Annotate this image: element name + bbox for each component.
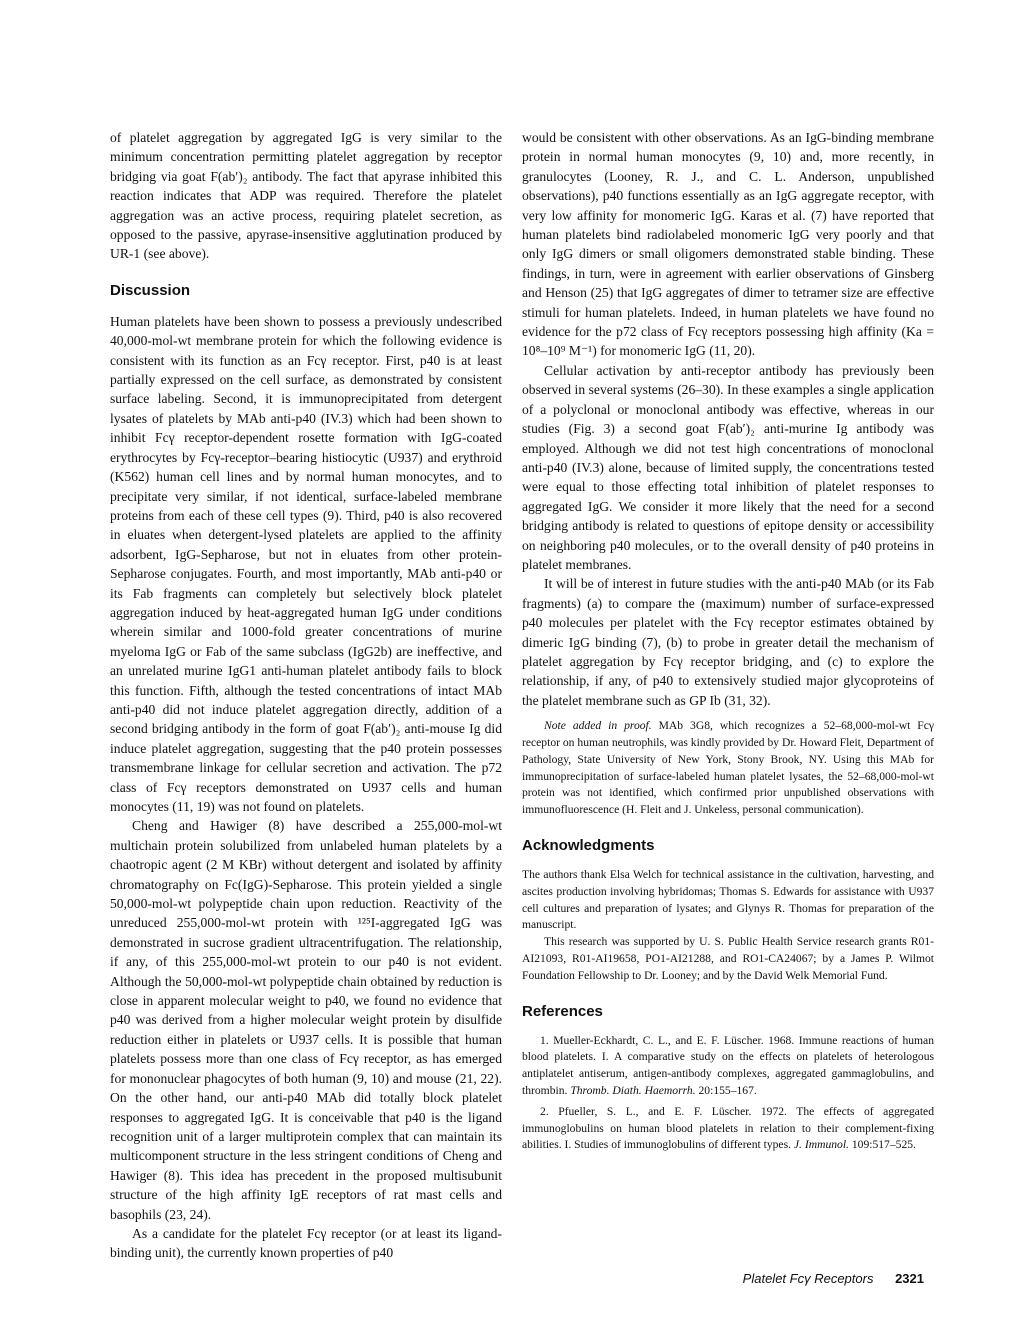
paragraph: Human platelets have been shown to possess a previously undescribed 40,000-mol-wt membrane protein for which the following evidence is consistent with its function as an Fcγ receptor. First, p40 is at least partially expressed on the cell surface, as demonstrated by consistent surface labeling. Second, it is immunoprecipitated from detergent lysates of platelets by MAb anti-p40 (IV.3) which had been shown to inhibit Fcγ receptor-dependent rosette formation with IgG-coated erythrocytes by Fcγ-receptor–bearing histiocytic (U937) and erythroid (K562) human cell lines and by normal human monocytes, and to precipitate very similar, if not identical, surface-labeled membrane proteins from each of these cell types (9). Third, p40 is also recovered in eluates when detergent-lysed platelets are applied to the affinity adsorbent, IgG-Sepharose, but not in eluates from other protein-Sepharose conjugates. Fourth, and most importantly, MAb anti-p40 or its Fab fragments can completely but selectively block platelet aggregation induced by heat-aggregated human IgG under conditions wherein similar and 1000-fold greater concentrations of murine myeloma IgG or Fab of the same subclass (IgG2b) are ineffective, and an unrelated murine IgG1 anti-human platelet antibody fails to block this function. Fifth, although the tested concentrations of intact MAb anti-p40 did not induce platelet aggregation directly, addition of a second bridging antibody in the form of goat F(ab′)₂ anti-mouse Ig did induce platelet aggregation, suggesting that the p40 protein possesses transmembrane linkage for cellular secretion and activation. The p72 class of Fcγ receptors demonstrated on U937 cells and human monocytes (11, 19) was not found on platelets. <box>110 313 502 814</box>
references-list <box>522 1033 934 1155</box>
paragraph: As a candidate for the platelet Fcγ receptor (or at least its ligand-binding unit), the currently known properties of p40 <box>110 1225 502 1261</box>
paragraph: Cheng and Hawiger (8) have described a 255,000-mol-wt multichain protein solubilized from unlabeled human platelets by a chaotropic agent (2 M KBr) without detergent and isolated by affinity chromatography on Fc(IgG)-Sepharose. This protein yielded a single 50,000-mol-wt polypeptide chain upon reduction. Reactivity of the unreduced 255,000-mol-wt protein with ¹²⁵I-aggregated IgG was demonstrated in sucrose gradient ultracentrifugation. The relationship, if any, of this 255,000-mol-wt protein to our p40 is not evident. Although the 50,000-mol-wt polypeptide chain obtained by reduction is close in apparent molecular weight to p40, we found no evidence that p40 was derived from a higher molecular weight protein by disulfide reduction either in platelets or U937 cells. It is possible that human platelets possess more than one class of Fcγ receptor, as has emerged for mononuclear phagocytes of both human (9, 10) and mouse (21, 22). On the other hand, our anti-p40 MAb did totally block platelet responses to aggregated IgG. It is conceivable that p40 is the ligand recognition unit of a larger multiprotein complex that can maintain its multicomponent structure in the less stringent conditions of Cheng and Hawiger (8). This idea has precedent in the proposed multisubunit structure of the high affinity IgE receptors of rat mast cells and basophils (23, 24). <box>110 818 502 1222</box>
note-label: Note added in proof. <box>544 719 652 733</box>
running-title: Platelet Fcγ Receptors <box>742 1271 874 1286</box>
paragraph: This research was supported by U. S. Public Health Service research grants R01-AI21093, R01-AI19658, PO1-AI21288, and RO1-CA24067; by a James P. Wilmot Foundation Fellowship to Dr. Looney; and by the David Welk Memorial Fund. <box>522 935 934 982</box>
right-column <box>522 128 934 1158</box>
paragraph: would be consistent with other observations. As an IgG-binding membrane protein in normal human monocytes (9, 10) and, more recently, in granulocytes (Looney, R. J., and C. L. Anderson, unpublished observations), p40 functions essentially as an IgG aggregate receptor, with very low affinity for monomeric IgG. Karas et al. (7) have reported that human platelets bind radiolabeled monomeric IgG very poorly and that only IgG dimers or small oligomers demonstrated stable binding. These findings, in turn, were in agreement with earlier observations of Ginsberg and Henson (25) that IgG aggregates of dimer to tetramer size are effective stimuli for human platelets. Indeed, in human platelets we have found no evidence for the p72 class of Fcγ receptors possessing high affinity (Ka = 10⁸–10⁹ M⁻¹) for monomeric IgG (11, 20). <box>522 130 934 359</box>
left-column <box>110 128 502 1263</box>
paragraph: It will be of interest in future studies with the anti-p40 MAb (or its Fab fragments) (a) to compare the (maximum) number of surface-expressed p40 molecules per platelet with the Fcγ receptor estimates obtained by dimeric IgG binding (7), (b) to probe in greater detail the mechanism of platelet aggregation by Fcγ receptor bridging, and (c) to explore the relationship, if any, of p40 to extensively studied major glycoproteins of the platelet membrane such as GP Ib (31, 32). <box>522 576 934 708</box>
note-added-in-proof <box>522 718 934 819</box>
reference-item: 1. Mueller-Eckhardt, C. L., and E. F. Lüscher. 1968. Immune reactions of human blood platelets. I. A comparative study on the effects on platelets of heterologous antiplatelet antiserum, antigen-antibody complexes, aggregated gammaglobulins, and thrombin. Thromb. Diath. Haemorrh. 20:155–167. <box>522 1033 934 1097</box>
acknowledgments <box>522 867 934 985</box>
page-number: 2321 <box>895 1271 924 1286</box>
paragraph: Cellular activation by anti-receptor antibody has previously been observed in several systems (26–30). In these examples a single application of a polyclonal or monoclonal antibody was effective, whereas in our studies (Fig. 3) a second goat F(ab′)₂ anti-murine Ig antibody was employed. Although we did not test high concentrations of monoclonal anti-p40 (IV.3) alone, because of limited supply, the concentrations tested were equal to those effecting total inhibition of platelet responses to aggregated IgG. We consider it more likely that the need for a second bridging antibody is related to questions of epitope density or accessibility on neighboring p40 molecules, or to the overall density of p40 proteins in platelet membranes. <box>522 362 934 572</box>
references-heading: References <box>522 1002 603 1020</box>
paragraph: of platelet aggregation by aggregated IgG is very similar to the minimum concentration permitting platelet aggregation by receptor bridging via goat F(ab′)₂ antibody. The fact that apyrase inhibited this reaction indicates that ADP was required. Therefore the platelet aggregation was an active process, requiring platelet secretion, as opposed to the passive, apyrase-insensitive agglutination produced by UR-1 (see above). <box>110 130 502 262</box>
paragraph: The authors thank Elsa Welch for technical assistance in the cultivation, harvesting, and ascites production involving hybridomas; Thomas S. Edwards for assistance with U937 cell cultures and preparation of lysates; and Glynys R. Thomas for preparation of the manuscript. <box>522 867 934 932</box>
reference-item: 2. Pfueller, S. L., and E. F. Lüscher. 1972. The effects of aggregated immunoglobulins on human blood platelets in relation to their complement-fixing abilities. I. Studies of immunoglobulins of different types. J. Immunol. 109:517–525. <box>522 1104 934 1152</box>
page-footer <box>743 1271 924 1286</box>
note-text: MAb 3G8, which recognizes a 52–68,000-mol-wt Fcγ receptor on human neutrophils, was kindly provided by Dr. Howard Fleit, Department of Pathology, State University of New York, Stony Brook, NY. Using this MAb for immunoprecipitation of surface-labeled human platelet lysates, the 52–68,000-mol-wt protein was not identified, which confirmed prior unpublished observations with immunofluorescence (H. Fleit and J. Unkeless, personal communication). <box>522 719 934 817</box>
acknowledgments-heading: Acknowledgments <box>522 836 655 854</box>
discussion-heading: Discussion <box>110 281 191 299</box>
